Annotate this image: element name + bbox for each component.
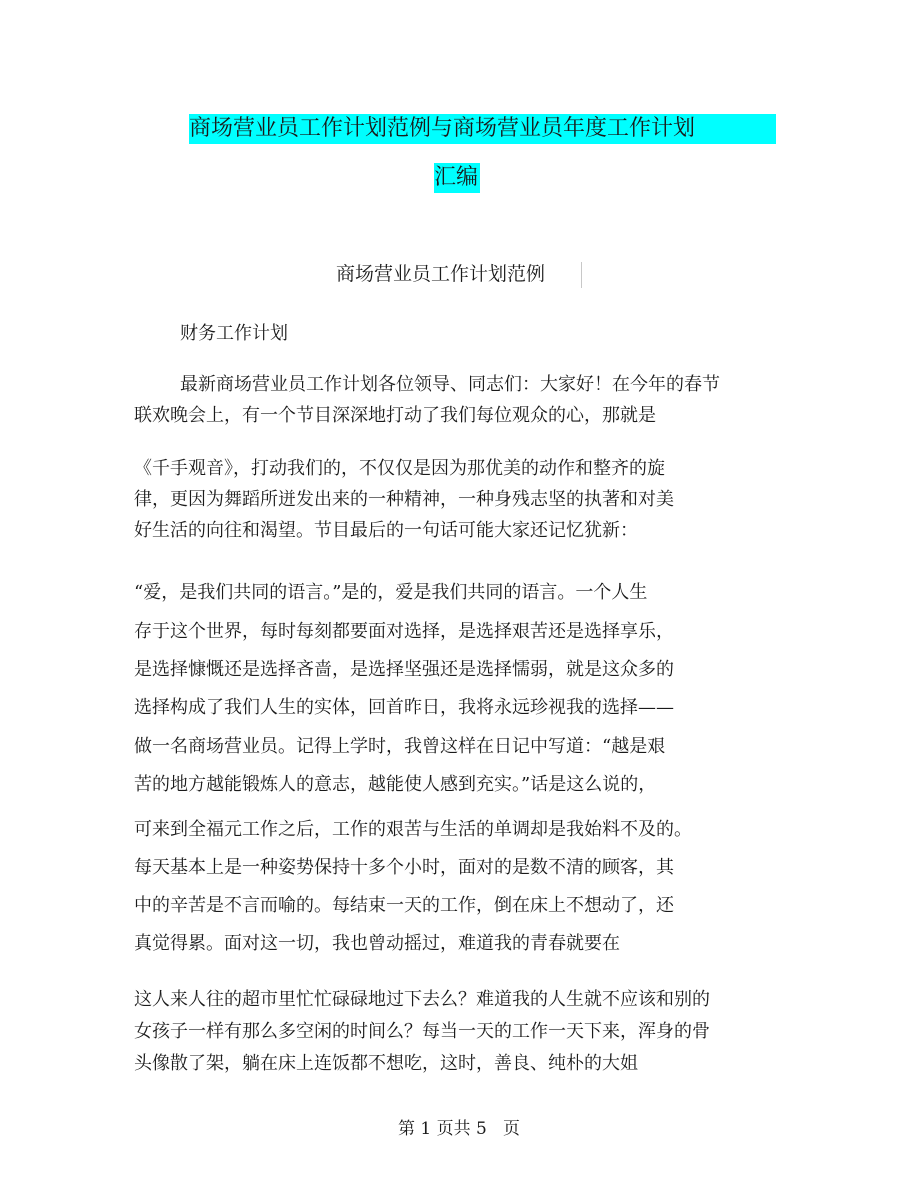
paragraph-line: 每天基本上是一种姿势保持十多个小时，面对的是数不清的顾客，其 [134, 857, 674, 878]
text-cursor-divider [581, 262, 582, 288]
paragraph-line: 苦的地方越能锻炼人的意志，越能使人感到充实。”话是这么说的， [134, 774, 657, 795]
paragraph-line: 《千手观音》，打动我们的，不仅仅是因为那优美的动作和整齐的旋 [134, 458, 665, 479]
paragraph-line: 存于这个世界，每时每刻都要面对选择，是选择艰苦还是选择享乐， [134, 621, 674, 642]
document-title-line-2: 汇编 [434, 163, 480, 193]
paragraph-line: 最新商场营业员工作计划各位领导、同志们：大家好！在今年的春节 [180, 374, 720, 395]
paragraph-line: 头像散了架，躺在床上连饭都不想吃，这时，善良、纯朴的大姐 [134, 1053, 638, 1074]
section-heading: 财务工作计划 [180, 323, 288, 344]
paragraph-line: 中的辛苦是不言而喻的。每结束一天的工作，倒在床上不想动了，还 [134, 895, 674, 916]
paragraph-line: 好生活的向往和渴望。节目最后的一句话可能大家还记忆犹新： [134, 520, 638, 541]
paragraph-line: 选择构成了我们人生的实体，回首昨日，我将永远珍视我的选择—— [134, 697, 674, 718]
section-subtitle: 商场营业员工作计划范例 [336, 263, 546, 285]
paragraph-line: 女孩子一样有那么多空闲的时间么？每当一天的工作一天下来，浑身的骨 [134, 1021, 710, 1042]
page-number-footer: 第 1 页共 5 页 [398, 1119, 521, 1139]
paragraph-line: “爱，是我们共同的语言。”是的，爱是我们共同的语言。一个人生 [134, 582, 648, 603]
paragraph-line: 可来到全福元工作之后，工作的艰苦与生活的单调却是我始料不及的。 [134, 819, 692, 840]
paragraph-line: 做一名商场营业员。记得上学时，我曾这样在日记中写道：“越是艰 [134, 736, 666, 757]
document-title-line-1: 商场营业员工作计划范例与商场营业员年度工作计划 [189, 114, 776, 144]
paragraph-line: 这人来人往的超市里忙忙碌碌地过下去么？难道我的人生就不应该和别的 [134, 989, 710, 1010]
paragraph-line: 真觉得累。面对这一切，我也曾动摇过，难道我的青春就要在 [134, 933, 620, 954]
paragraph-line: 联欢晚会上，有一个节目深深地打动了我们每位观众的心，那就是 [134, 405, 656, 426]
paragraph-line: 是选择慷慨还是选择吝啬，是选择坚强还是选择懦弱，就是这众多的 [134, 659, 674, 680]
paragraph-line: 律，更因为舞蹈所迸发出来的一种精神，一种身残志坚的执著和对美 [134, 489, 674, 510]
